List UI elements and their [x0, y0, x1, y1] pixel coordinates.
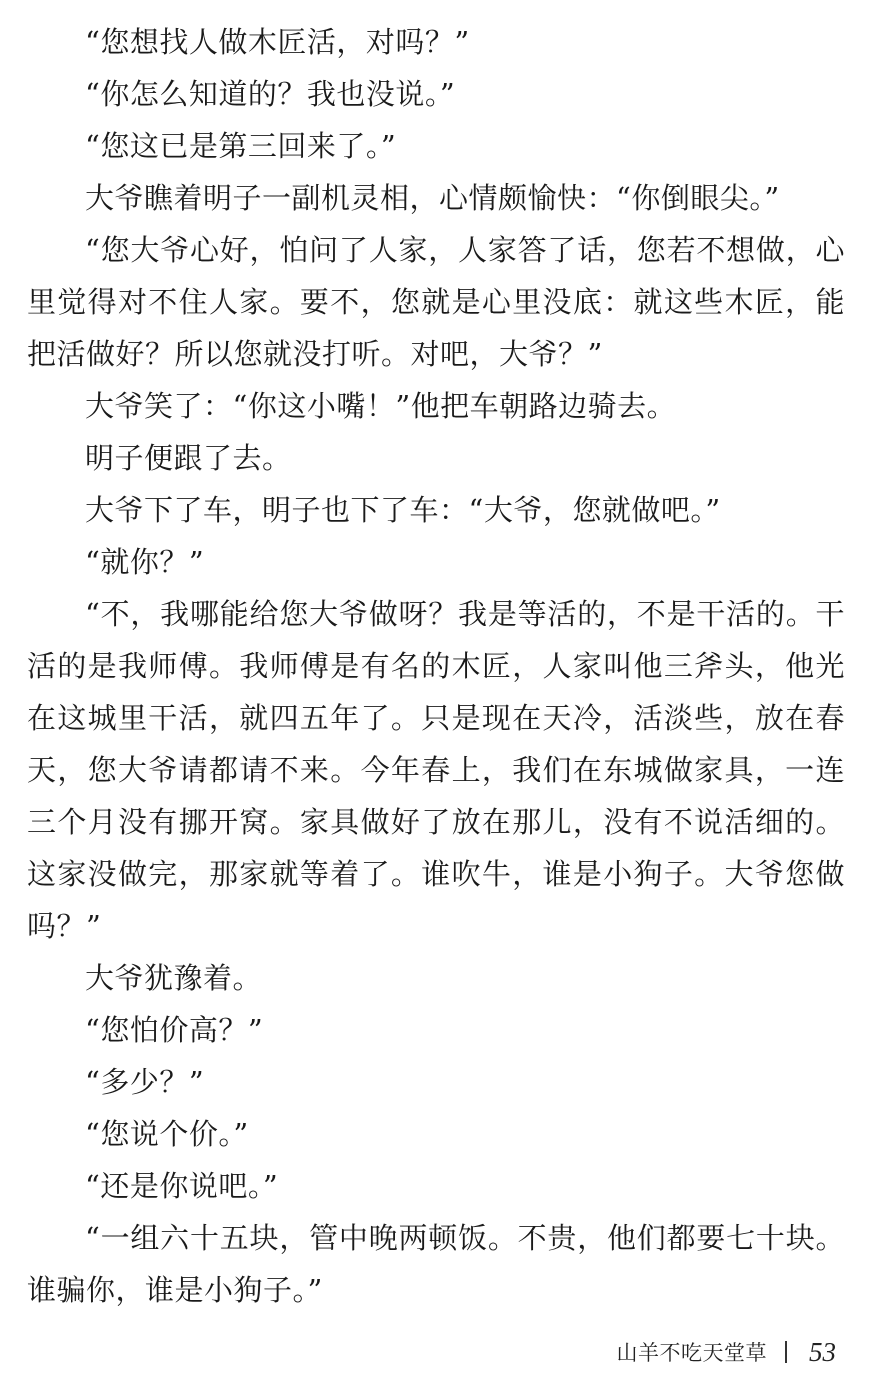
paragraph: “一组六十五块，管中晚两顿饭。不贵，他们都要七十块。谁骗你，谁是小狗子。”	[27, 1221, 845, 1307]
paragraph: “您想找人做木匠活，对吗？”	[85, 25, 470, 59]
body-text	[27, 16, 845, 1316]
paragraph: “您大爷心好，怕问了人家，人家答了话，您若不想做，心里觉得对不住人家。要不，您就是心里没底：就这些木匠，能把活做好？所以您就没打听。对吧，大爷？”	[27, 233, 845, 371]
paragraph: 大爷笑了：“你这小嘴！”他把车朝路边骑去。	[85, 389, 677, 423]
paragraph: “多少？”	[85, 1065, 205, 1099]
paragraph: 大爷瞧着明子一副机灵相，心情颇愉快：“你倒眼尖。”	[85, 181, 780, 215]
paragraph: “您怕价高？”	[85, 1013, 264, 1047]
page-footer	[617, 1332, 837, 1372]
paragraph: “还是你说吧。”	[85, 1169, 279, 1203]
paragraph: “你怎么知道的？我也没说。”	[85, 77, 456, 111]
page-number: 53	[809, 1336, 836, 1367]
running-title: 山羊不吃天堂草	[616, 1341, 767, 1365]
paragraph: “您这已是第三回来了。”	[85, 129, 397, 163]
paragraph: “您说个价。”	[85, 1117, 249, 1151]
paragraph: “不，我哪能给您大爷做呀？我是等活的，不是干活的。干活的是我师傅。我师傅是有名的木匠，人家叫他三斧头，他光在这城里干活，就四五年了。只是现在天冷，活淡些，放在春天，您大爷请都请不来。今年春上，我们在东城做家具，一连三个月没有挪开窝。家具做好了放在那儿，没有不说活细的。这家没做完，那家就等着了。谁吹牛，谁是小狗子。大爷您做吗？”	[27, 597, 845, 943]
paragraph: “就你？”	[85, 545, 205, 579]
paragraph: 大爷下了车，明子也下了车：“大爷，您就做吧。”	[85, 493, 721, 527]
paragraph: 明子便跟了去。	[85, 441, 292, 475]
footer-divider	[785, 1341, 787, 1363]
paragraph: 大爷犹豫着。	[85, 961, 263, 995]
